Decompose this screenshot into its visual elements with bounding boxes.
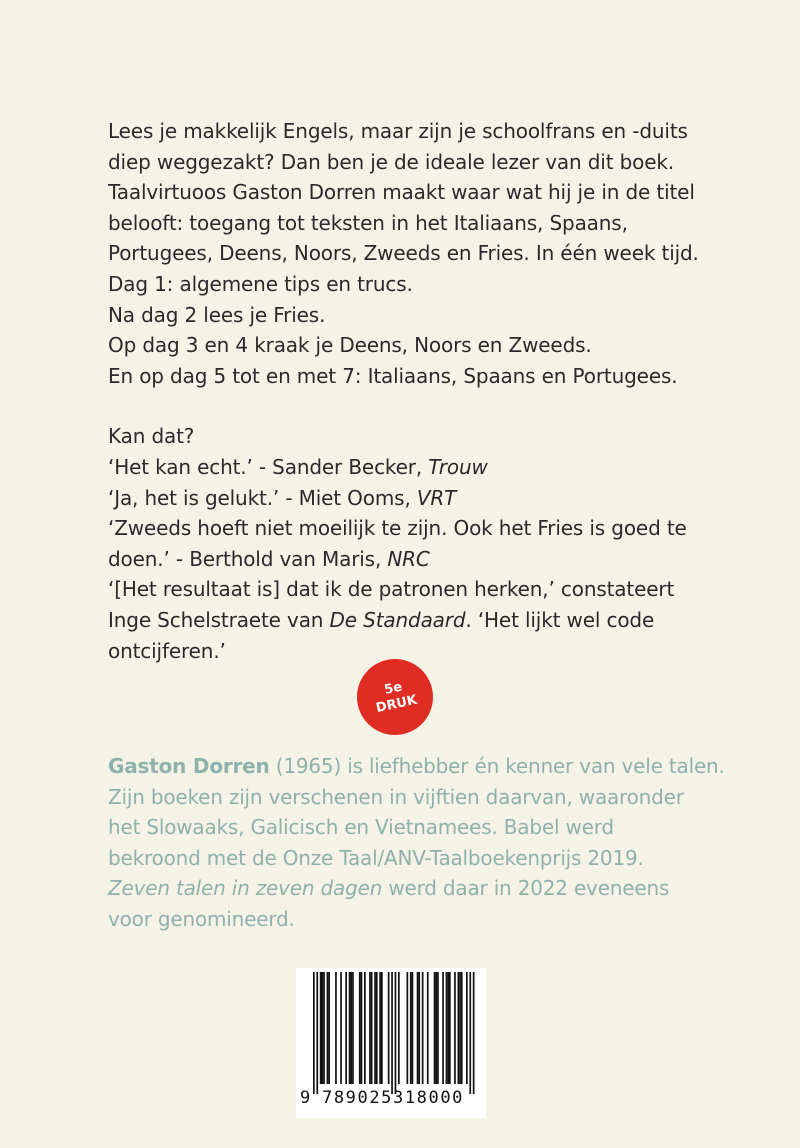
review-source: De Standaard (329, 607, 466, 632)
barcode-bar (446, 972, 448, 1084)
barcode-bar (359, 972, 361, 1084)
blurb-text (108, 116, 768, 666)
barcode-bar (381, 972, 383, 1084)
barcode-bar (434, 972, 436, 1084)
author-bio (108, 751, 788, 935)
barcode-bar (316, 972, 318, 1094)
review-question: Kan dat? (108, 424, 195, 449)
blurb-line: En op dag 5 tot en met 7: Italiaans, Spaans en Portugees. (108, 363, 678, 388)
barcode-bar (461, 972, 463, 1084)
barcode-bar (340, 972, 342, 1084)
author-line: bekroond met de Onze Taal/ANV-Taalboekenprijs 2019. (108, 845, 644, 870)
barcode-bar (449, 972, 451, 1084)
barcode-bar (335, 972, 337, 1084)
barcode-bar (350, 972, 352, 1084)
barcode-bar (320, 972, 322, 1084)
review-quote: doen.’ - Berthold van Maris, NRC (108, 546, 430, 571)
barcode-bar (458, 972, 460, 1084)
barcode-bar (391, 972, 393, 1094)
blurb-line: belooft: toegang tot teksten in het Italiaans, Spaans, (108, 210, 628, 235)
badge-edition: 5e (382, 679, 404, 698)
author-line: het Slowaaks, Galicisch en Vietnamees. Babel werd (108, 815, 614, 840)
barcode-bar (466, 972, 468, 1084)
barcode-bar (422, 972, 424, 1084)
barcode-bar (322, 972, 324, 1084)
blurb-line: Dag 1: algemene tips en trucs. (108, 271, 413, 296)
badge-druk: DRUK (374, 692, 419, 716)
barcode-digits: 789025318000 (322, 1088, 465, 1108)
barcode-bar (469, 972, 471, 1094)
author-line: voor genomineerd. (108, 906, 295, 931)
barcode-bar (328, 972, 330, 1084)
review-quote: ontcijferen.’ (108, 638, 226, 663)
author-name: Gaston Dorren (108, 754, 270, 778)
review-quote: Inge Schelstraete van De Standaard. ‘Het lijkt wel code (108, 607, 655, 632)
review-source: VRT (416, 485, 457, 510)
review-source: Trouw (428, 454, 488, 479)
barcode-bar (447, 972, 449, 1084)
review-quote: ‘Zweeds hoeft niet moeilijk te zijn. Ook het Fries is goed te (108, 516, 687, 541)
review-quote: ‘[Het resultaat is] dat ik de patronen herken,’ constateert (108, 577, 675, 602)
blurb-line: Portugees, Deens, Noors, Zweeds en Fries. In één week tijd. (108, 241, 699, 266)
barcode-bar (313, 972, 315, 1094)
barcode-bar (323, 972, 325, 1084)
blurb-line: Taalvirtuoos Gaston Dorren maakt waar wat hij je in de titel (108, 180, 695, 205)
barcode-bar (454, 972, 456, 1084)
barcode-first-digit: 9 (300, 1088, 311, 1108)
review-quote: ‘Ja, het is gelukt.’ - Miet Ooms, VRT (108, 485, 457, 510)
barcode-bar (376, 972, 378, 1084)
blurb-line: diep weggezakt? Dan ben je de ideale lezer van dit boek. (108, 149, 675, 174)
barcode-bar (435, 972, 437, 1084)
barcode-bar (364, 972, 366, 1084)
barcode-bar (407, 972, 409, 1084)
barcode-bar (371, 972, 373, 1084)
barcode-bar (437, 972, 439, 1084)
barcode-bar (379, 972, 381, 1084)
barcode-bar (345, 972, 347, 1084)
blurb-line: Na dag 2 lees je Fries. (108, 302, 326, 327)
barcode-bar (388, 972, 390, 1084)
barcode-bar (473, 972, 475, 1094)
barcode-bar (442, 972, 444, 1084)
barcode-bar (410, 972, 412, 1084)
barcode-bar (369, 972, 371, 1084)
barcode-bar (327, 972, 329, 1084)
review-quote: ‘Het kan echt.’ - Sander Becker, Trouw (108, 454, 488, 479)
barcode-bar (459, 972, 461, 1084)
author-line: Gaston Dorren (1965) is liefhebber én kenner van vele talen. (108, 754, 725, 778)
review-source: NRC (387, 546, 430, 571)
barcode-bar (349, 972, 351, 1084)
barcode-bar (395, 972, 397, 1094)
barcode-bar (417, 972, 419, 1084)
blurb-line: Op dag 3 en 4 kraak je Deens, Noors en Zweeds. (108, 333, 592, 358)
barcode-bar (418, 972, 420, 1084)
barcode-bar (352, 972, 354, 1084)
author-line: Zijn boeken zijn verschenen in vijftien daarvan, waaronder (108, 784, 684, 809)
blurb-line: Lees je makkelijk Engels, maar zijn je schoolfrans en -duits (108, 119, 688, 143)
barcode-bar (374, 972, 376, 1084)
barcode-bar (427, 972, 429, 1084)
author-line: Zeven talen in zeven dagen werd daar in 2022 eveneens (108, 876, 670, 901)
barcode-bar (361, 972, 363, 1084)
book-title: Zeven talen in zeven dagen (108, 876, 383, 901)
barcode-bar (398, 972, 400, 1084)
isbn-barcode (296, 968, 486, 1118)
barcode-bar (412, 972, 414, 1084)
